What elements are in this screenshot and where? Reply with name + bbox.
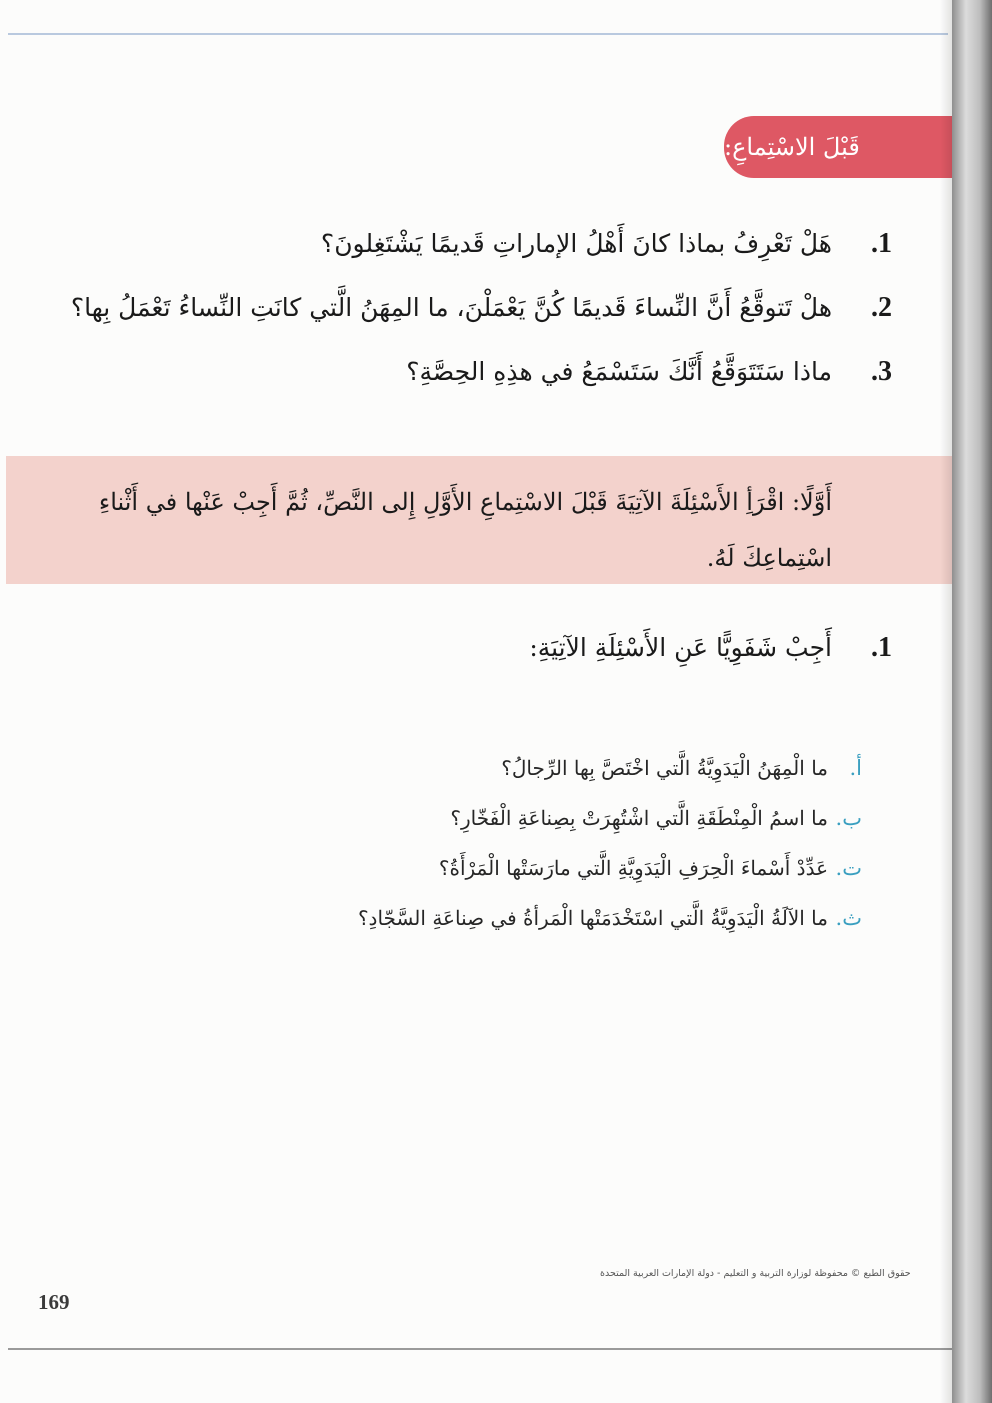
task-heading [192, 632, 892, 664]
pre-listening-questions [70, 228, 892, 420]
task-number: 1. [871, 632, 892, 663]
top-rule [8, 33, 948, 35]
sub-question-text: ما الآلَةُ الْيَدَوِيَّةُ الَّتي اسْتَخْدَمَتْها الْمَرأةُ في صِناعَةِ السَّجّادِ؟ [357, 906, 828, 930]
question-number: 3. [871, 356, 892, 387]
task-text: أَجِبْ شَفَوِيًّا عَنِ الأَسْئِلَةِ الآتِيَةِ: [529, 633, 832, 662]
question-item [70, 292, 892, 356]
sub-question-letter: ث. [835, 906, 862, 930]
instruction-text [72, 474, 832, 586]
book-spine [952, 0, 992, 1403]
page-number: 169 [38, 1290, 70, 1314]
sub-question-text: ما الْمِهَنُ الْيَدَوِيَّةُ الَّتي اخْتَصَّ بِها الرِّجالُ؟ [501, 756, 828, 780]
question-item [192, 228, 892, 292]
question-text: هلْ تَتوقَّعُ أَنَّ النِّساءَ قَديمًا كُنَّ يَعْمَلْنَ، ما المِهَنُ الَّتي كانَتِ النِّساءُ تَعْمَلُ بِها؟ [70, 293, 832, 322]
sub-question-letter: ب. [835, 806, 862, 830]
sub-question-letter: أ. [849, 756, 862, 780]
sub-question-item [242, 806, 862, 856]
copyright-footer: حقوق الطبع © محفوظة لوزارة التربية و التعليم - دولة الإمارات العربية المتحدة [600, 1268, 911, 1279]
section-title: قَبْلَ الاسْتِماعِ: [724, 133, 860, 161]
question-number: 2. [871, 292, 892, 323]
sub-question-item [242, 756, 862, 806]
question-number: 1. [871, 228, 892, 259]
question-text: هَلْ تَعْرِفُ بماذا كانَ أَهْلُ الإماراتِ قَديمًا يَشْتَغِلونَ؟ [320, 229, 832, 258]
sub-question-text: ما اسمُ الْمِنْطَقَةِ الَّتي اشْتُهِرَتْ بِصِناعَةِ الْفَخّارِ؟ [450, 806, 828, 830]
bottom-rule [8, 1348, 952, 1350]
instruction-line-1: أَوَّلًا: اقْرَأِ الأَسْئِلَةَ الآتِيَةَ قَبْلَ الاسْتِماعِ الأَوَّلِ إِلى النَّصِّ، ثُمَّ أَجِبْ عَنْها في أَثْناءِ [98, 488, 832, 516]
sub-question-item [242, 856, 862, 906]
sub-question-letter: ت. [835, 856, 862, 880]
sub-questions-list [242, 756, 862, 956]
sub-question-text: عَدِّدْ أَسْماءَ الْحِرَفِ الْيَدَوِيَّةِ الَّتي مارَسَتْها الْمَرْأَةُ؟ [438, 856, 828, 880]
question-text: ماذا سَتَتَوَقَّعُ أَنَّكَ سَتَسْمَعُ في هذِهِ الحِصَّةِ؟ [406, 357, 832, 386]
instruction-line-2: اسْتِماعِكَ لَهُ. [706, 544, 832, 572]
sub-question-item [242, 906, 862, 956]
section-title-tab [724, 116, 956, 178]
instruction-banner [6, 456, 952, 584]
question-item [192, 356, 892, 420]
